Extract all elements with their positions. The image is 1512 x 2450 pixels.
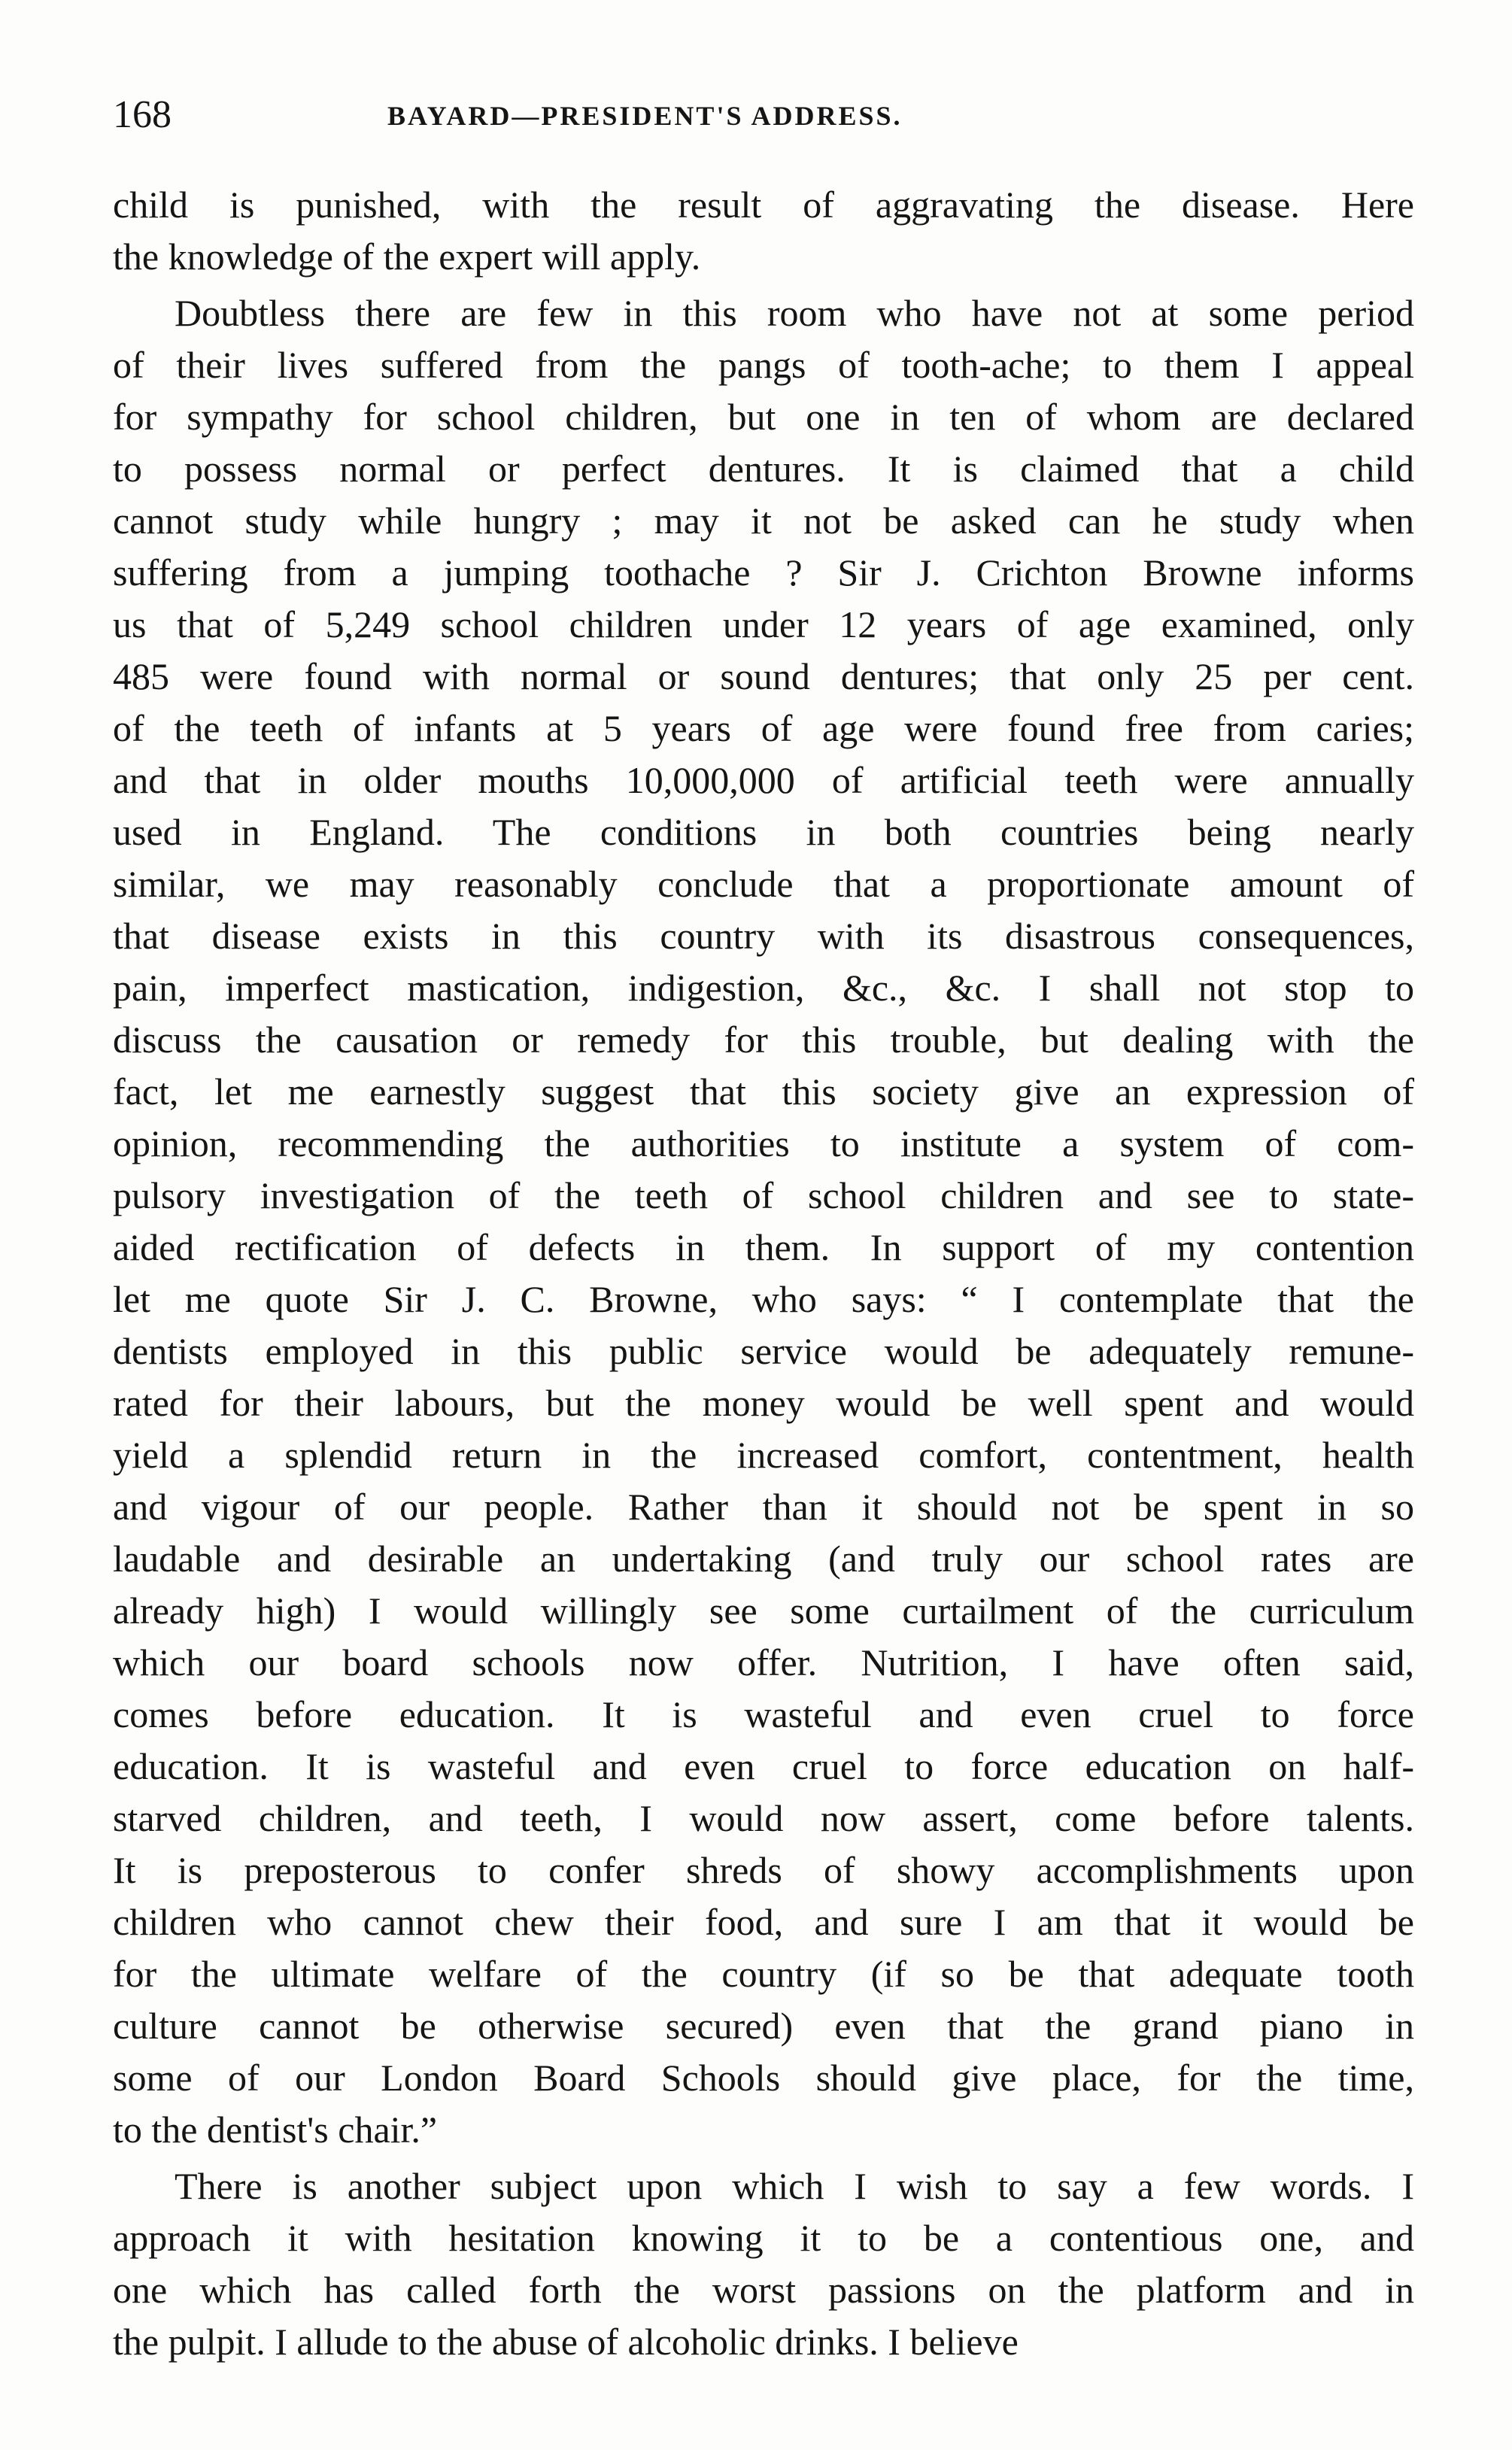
text-line: which our board schools now offer. Nutrition, I have often said, (113, 1641, 1414, 1683)
text-line: the pulpit. I allude to the abuse of alcoholic drinks. I believe (113, 2321, 1019, 2363)
paragraph (113, 179, 1414, 283)
text-line: approach it with hesitation knowing it to be a contentious one, and (113, 2217, 1414, 2259)
text-line: for sympathy for school children, but one in ten of whom are declared (113, 396, 1414, 438)
text-line: child is punished, with the result of aggravating the disease. Here (113, 184, 1414, 226)
text-line: and vigour of our people. Rather than it should not be spent in so (113, 1486, 1414, 1528)
text-line: Doubtless there are few in this room who have not at some period (175, 292, 1414, 334)
text-line: already high) I would willingly see some curtailment of the curriculum (113, 1589, 1414, 1632)
text-line: for the ultimate welfare of the country (if so be that adequate tooth (113, 1953, 1414, 1995)
text-line: used in England. The conditions in both countries being nearly (113, 811, 1414, 853)
text-line: of the teeth of infants at 5 years of age were found free from caries; (113, 707, 1414, 749)
text-line: suffering from a jumping toothache ? Sir J. Crichton Browne informs (113, 551, 1414, 594)
text-line: pain, imperfect mastication, indigestion, &c., &c. I shall not stop to (113, 967, 1414, 1009)
page-header (113, 89, 1407, 141)
text-line: of their lives suffered from the pangs of tooth-ache; to them I appeal (113, 344, 1414, 386)
text-line: laudable and desirable an undertaking (and truly our school rates are (113, 1538, 1414, 1580)
text-line: cannot study while hungry ; may it not be asked can he study when (113, 499, 1414, 542)
text-line: pulsory investigation of the teeth of school children and see to state- (113, 1174, 1414, 1216)
paragraph (113, 287, 1414, 2156)
text-line: culture cannot be otherwise secured) even that the grand piano in (113, 2005, 1414, 2047)
text-line: starved children, and teeth, I would now assert, come before talents. (113, 1797, 1414, 1839)
text-line: one which has called forth the worst passions on the platform and in (113, 2269, 1414, 2311)
text-line: some of our London Board Schools should give place, for the time, (113, 2057, 1414, 2099)
text-line: education. It is wasteful and even cruel to force education on half- (113, 1745, 1414, 1787)
text-line: opinion, recommending the authorities to institute a system of com- (113, 1122, 1414, 1164)
page-number: 168 (113, 93, 172, 136)
text-line: the knowledge of the expert will apply. (113, 235, 701, 278)
running-head: BAYARD—PRESIDENT'S ADDRESS. (387, 101, 903, 131)
text-line: dentists employed in this public service would be adequately remune- (113, 1330, 1414, 1372)
paragraph (113, 2160, 1414, 2368)
text-line: to possess normal or perfect dentures. It is claimed that a child (113, 448, 1414, 490)
text-line: children who cannot chew their food, and sure I am that it would be (113, 1901, 1414, 1943)
text-line: There is another subject upon which I wish to say a few words. I (175, 2165, 1414, 2207)
text-line: rated for their labours, but the money would be well spent and would (113, 1382, 1414, 1424)
text-line: let me quote Sir J. C. Browne, who says: “ I contemplate that the (113, 1278, 1414, 1320)
text-line: aided rectification of defects in them. In support of my contention (113, 1226, 1414, 1268)
text-line: discuss the causation or remedy for this trouble, but dealing with the (113, 1019, 1414, 1061)
text-line: 485 were found with normal or sound dentures; that only 25 per cent. (113, 655, 1414, 697)
text-line: yield a splendid return in the increased comfort, contentment, health (113, 1434, 1414, 1476)
text-line: comes before education. It is wasteful and even cruel to force (113, 1693, 1414, 1735)
text-line: to the dentist's chair.” (113, 2108, 438, 2151)
text-line: and that in older mouths 10,000,000 of artificial teeth were annually (113, 759, 1414, 801)
text-line: us that of 5,249 school children under 12 years of age examined, only (113, 603, 1414, 645)
text-line: It is preposterous to confer shreds of showy accomplishments upon (113, 1849, 1414, 1891)
text-line: similar, we may reasonably conclude that a proportionate amount of (113, 863, 1414, 905)
text-line: that disease exists in this country with its disastrous consequences, (113, 915, 1414, 957)
body-text (113, 179, 1414, 2368)
text-line: fact, let me earnestly suggest that this society give an expression of (113, 1070, 1414, 1113)
